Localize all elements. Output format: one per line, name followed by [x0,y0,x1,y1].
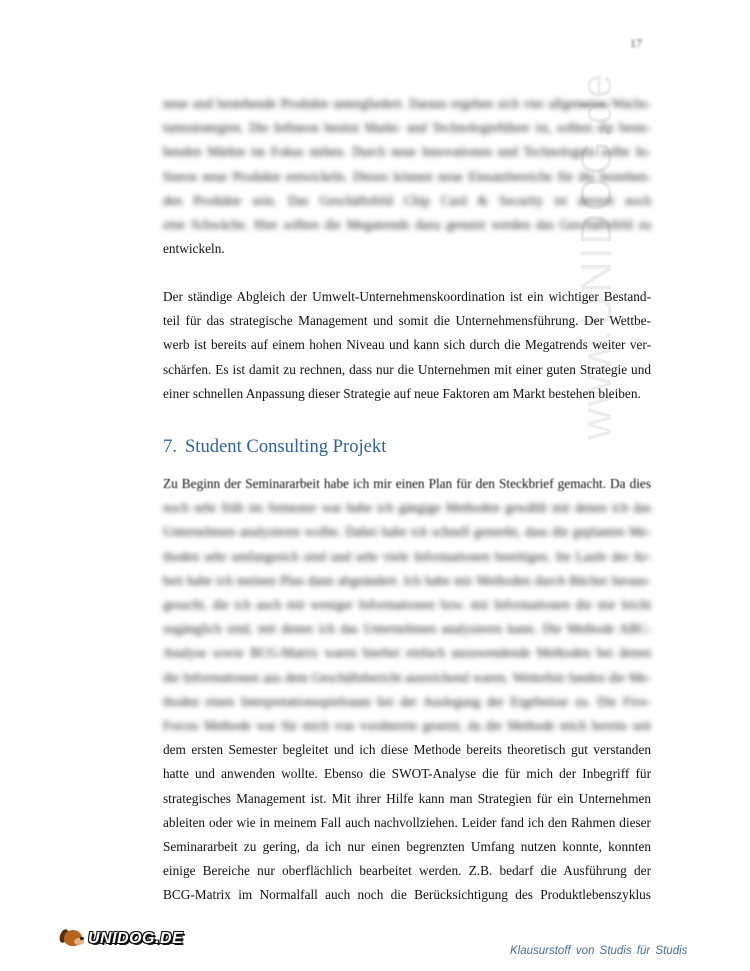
logo-text: UNIDOG.DE [88,930,184,947]
blurred-line: tumsstrategien. Die Infineon besitzt Markt- und Technologieführer ist, sollten die beste- [163,120,651,136]
text-line: werb ist bereits auf einem hohen Niveau und kann sich durch die Megatrends weiter ver- [163,337,651,353]
blurred-line: die Informationen aus dem Geschäftsbericht ausreichend waren. Weiterhin fanden die Me- [163,669,651,685]
paragraph-1 [163,92,651,261]
section-heading [163,436,386,458]
blurred-line: den Produkte sein. Das Geschäftsfeld Chip Card & Security ist derzeit noch [163,192,651,208]
blurred-line: beit habe ich meinen Plan dann abgeändert. Ich habe mir Methoden durch Bücher heraus- [163,572,651,588]
text-line: ableiten oder wie in meinem Fall auch nachvollziehen. Leider fand ich den Rahmen dieser [163,814,651,830]
text-line: Seminararbeit zu gering, da ich nur einen begrenzten Umfang nutzen konnte, konnten [163,839,651,855]
blurred-line: thoden sehr umfangreich sind und sehr viele Informationen benötigen. Im Laufe der Ar- [163,548,651,564]
footer-slogan: Klausurstoff von Studis für Studis [510,945,688,957]
text-line: strategisches Management ist. Mit ihrer Hilfe kann man Strategien für ein Unternehmen [163,790,651,806]
text-line: hatte und anwenden wollte. Ebenso die SWOT-Analyse die für mich der Inbegriff für [163,766,651,782]
blurred-line: noch sehr früh im Semester war habe ich gängige Methoden gewählt mit denen ich das [163,500,651,516]
section-number: 7. [163,436,177,457]
text-line: Der ständige Abgleich der Umwelt-Unternehmenskoordination ist ein wichtiger Bestand- [163,289,651,304]
watermark: www.UNIDOG.de [572,71,621,440]
section-title: Student Consulting Projekt [184,436,387,457]
blurred-line: gesucht, die ich auch mit weniger Informationen bzw. mit Informationen die mir leicht [163,597,651,613]
text-line: dem ersten Semester begleitet und ich diese Methode bereits theoretisch gut verstanden [163,742,651,758]
paragraph-3 [163,472,651,908]
blurred-line: Analyse sowie BCG-Matrix waren hierbei einfach anzuwendende Methoden bei denen [163,645,651,661]
blurred-line: henden Märkte im Fokus stehen. Durch neue Innovationen und Technologien sollte In- [163,144,651,160]
text-line: schärfen. Es ist damit zu rechnen, dass nur die Unternehmen mit einer guten Strategie und [163,361,651,377]
unidog-logo [58,926,183,952]
text-line: Zu Beginn der Seminararbeit habe ich mir einen Plan für den Steckbrief gemacht. Da dies [163,476,651,491]
dog-icon [58,926,86,952]
text-line: BCG-Matrix im Normalfall auch noch die Berücksichtigung des Produktlebenszyklus [163,887,651,903]
text-line: teil für das strategische Management und somit die Unternehmensführung. Der Wettbe- [163,313,651,329]
paragraph-2 [163,285,651,406]
blurred-line: fineon neue Produkte entwickeln. Dieses können neue Einsatzbereiche für die bestehen- [163,168,651,184]
blurred-line: thoden einen Interpretationsspielraum bei der Auslegung der Ergebnisse zu. Die Five- [163,693,651,709]
blurred-line: Forces Methode war für mich von vornherein gesetzt, da die Methode mich bereits seit [163,718,651,734]
text-line: entwickeln. [163,241,225,257]
blurred-line: zugänglich sind, mit denen ich das Unternehmen analysieren kann. Die Methode ABC- [163,621,651,637]
page-number: 17 [630,36,642,50]
text-line: einige Bereiche nur oberflächlich bearbeitet werden. Z.B. bedarf die Ausführung der [163,863,651,879]
blurred-line: eine Schwäche. Hier sollten die Megatrends dazu genutzt werden das Geschäftsfeld zu [163,217,651,233]
text-line: einer schnellen Anpassung dieser Strategie auf neue Faktoren am Markt bestehen bleiben. [163,385,641,401]
blurred-line: Unternehmen analysieren wollte. Dabei habe ich schnell gemerkt, dass die geplanten Me- [163,524,651,540]
blurred-line: neue und bestehende Produkte untergliedert. Daraus ergeben sich vier allgemeine Wachs- [163,96,651,111]
